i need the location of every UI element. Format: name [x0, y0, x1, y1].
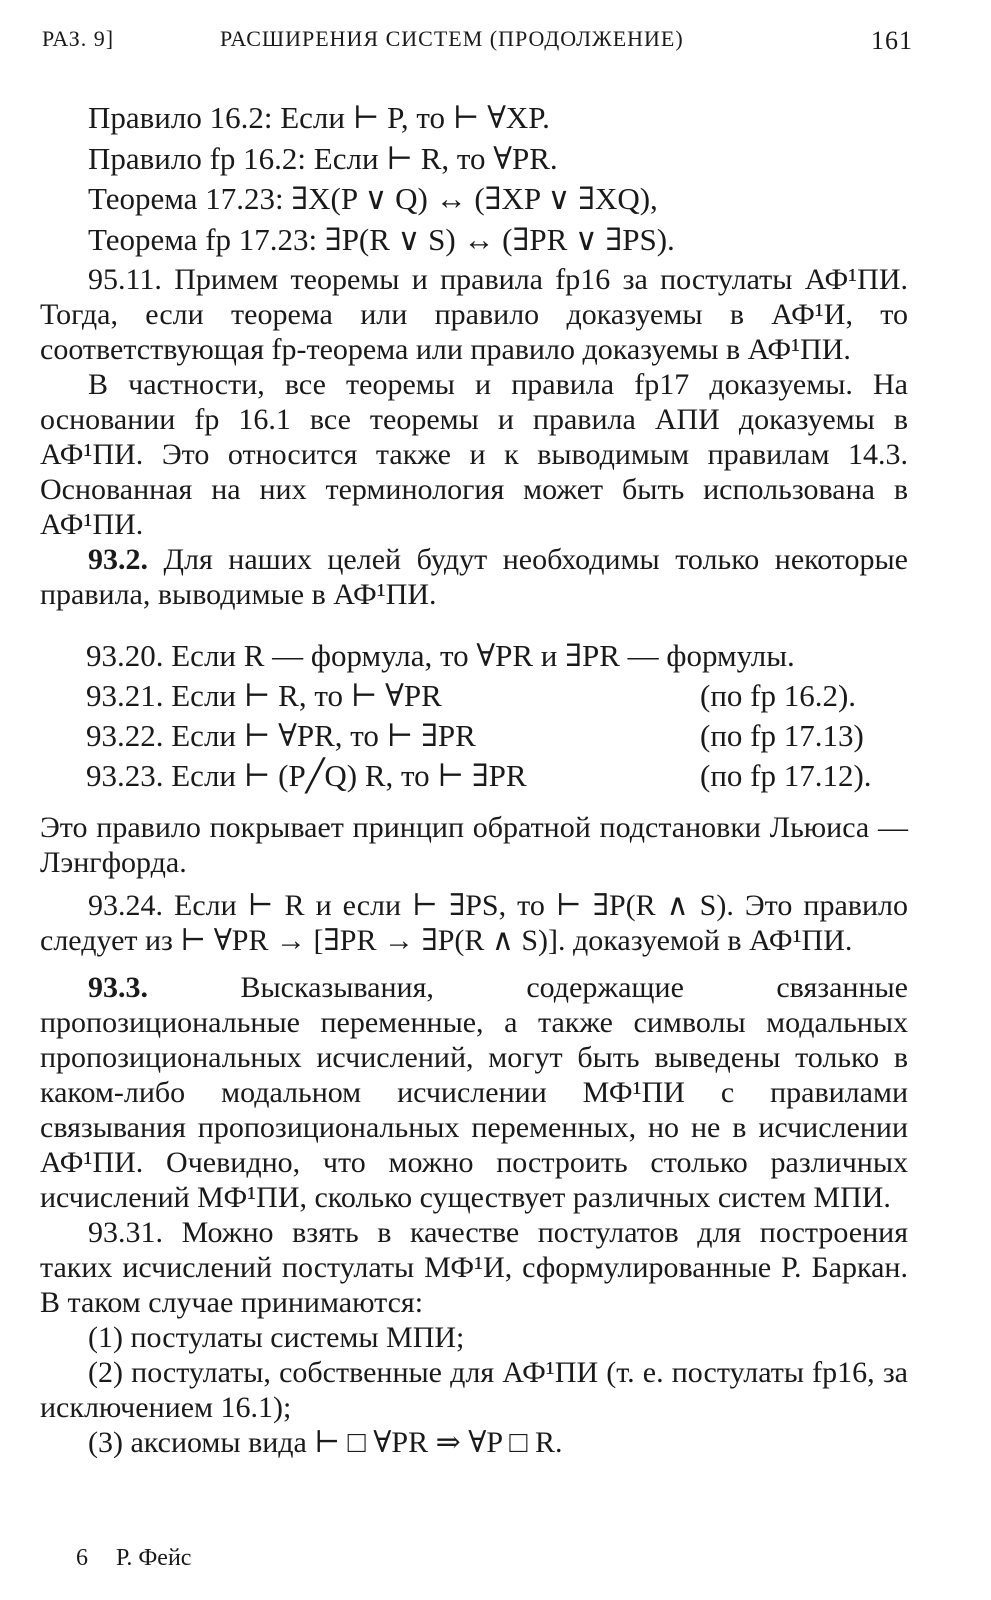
signature-mark: 6 — [76, 1545, 88, 1571]
rule-line: Правило fp 16.2: Если ⊢ R, то ∀PR. — [88, 140, 558, 176]
paragraph-93-3 — [40, 970, 908, 1215]
section-text: Для наших целей будут необходимы только некоторые правила, выводимые в АФ¹ПИ. — [40, 543, 908, 611]
section-label: 93.3. — [88, 971, 148, 1004]
list-item: (1) постулаты системы МПИ; — [88, 1321, 465, 1354]
rule-line: Правило 16.2: Если ⊢ P, то ⊢ ∀XP. — [88, 100, 550, 135]
running-header — [42, 26, 913, 56]
paragraph-93-2 — [40, 542, 908, 612]
theorem-line: Теорема fp 17.23: ∃P(R ∨ S) ↔ (∃PR ∨ ∃PS). — [88, 221, 675, 257]
rule-row — [86, 636, 910, 676]
paragraph-93-31: 93.31. Можно взять в качестве постулатов для построения таких исчислений постулаты МФ¹И, сформулированные Р. Баркан. В таком случае принимаются: — [40, 1216, 908, 1319]
derived-rules-list — [86, 636, 910, 796]
paragraph-95-11-block — [40, 262, 908, 612]
rule-row — [86, 676, 910, 716]
paragraph-lewis-langford: Это правило покрывает принцип обратной подстановки Льюиса — Лэнгфорда. — [40, 811, 908, 879]
rule-reference: (по fp 16.2). — [700, 678, 857, 713]
rule-text: 93.20. Если R — формула, то ∀PR и ∃PR — формулы. — [86, 638, 795, 673]
rules-block — [88, 98, 918, 260]
rule-reference: (по fp 17.12). — [700, 758, 872, 793]
chapter-ref: РАЗ. 9] — [42, 26, 115, 51]
rule-text: 93.21. Если ⊢ R, то ⊢ ∀PR — [86, 678, 442, 713]
footer-author: Р. Фейс — [116, 1545, 192, 1571]
paragraph-in-particular: В частности, все теоремы и правила fp17 доказуемы. На основании fp 16.1 все теоремы и правила АПИ доказуемы в АФ¹ПИ. Это относится также и к выводимым правилам 14.3. Основанная на них терминология может быть использована в АФ¹ПИ. — [40, 368, 908, 541]
theorem-line: Теорема 17.23: ∃X(P ∨ Q) ↔ (∃XP ∨ ∃XQ), — [88, 181, 658, 216]
section-text: Высказывания, содержащие связанные пропозициональные переменные, а также символы модальных пропозициональных исчислений, могут быть выведены только в каком-либо модальном исчислении МФ¹ПИ с правилами связывания пропозициональных переменных, но не в исчислении АФ¹ПИ. Очевидно, что можно построить столько различных исчислений МФ¹ПИ, сколько существует различных систем МПИ. — [40, 971, 908, 1214]
rule-reference: (по fp 17.13) — [700, 718, 864, 753]
list-item: (3) аксиомы вида ⊢ □ ∀PR ⇒ ∀P □ R. — [88, 1426, 563, 1459]
section-label: 93.2. — [88, 543, 148, 576]
paragraph-95-11: 95.11. Примем теоремы и правила fp16 за постулаты АФ¹ПИ. Тогда, если теорема или правило доказуемы в АФ¹И, то соответствующая fp-теорема или правило доказуемы в АФ¹ПИ. — [40, 263, 908, 366]
rule-text: 93.22. Если ⊢ ∀PR, то ⊢ ∃PR — [86, 718, 476, 753]
list-item: (2) постулаты, собственные для АФ¹ПИ (т. е. постулаты fp16, за исключением 16.1); — [40, 1356, 908, 1424]
page-number: 161 — [871, 26, 913, 55]
rule-row — [86, 756, 910, 796]
lower-text-block — [40, 810, 908, 1460]
footer — [76, 1545, 213, 1572]
rule-row — [86, 716, 910, 756]
running-title: РАСШИРЕНИЯ СИСТЕМ (ПРОДОЛЖЕНИЕ) — [220, 26, 684, 51]
rule-text: 93.23. Если ⊢ (P╱Q) R, то ⊢ ∃PR — [86, 758, 527, 793]
paragraph-93-24: 93.24. Если ⊢ R и если ⊢ ∃PS, то ⊢ ∃P(R ∧ S). Это правило следует из ⊢ ∀PR → [∃PR → ∃P(R ∧ S)]. доказуемой в АФ¹ПИ. — [40, 889, 908, 957]
